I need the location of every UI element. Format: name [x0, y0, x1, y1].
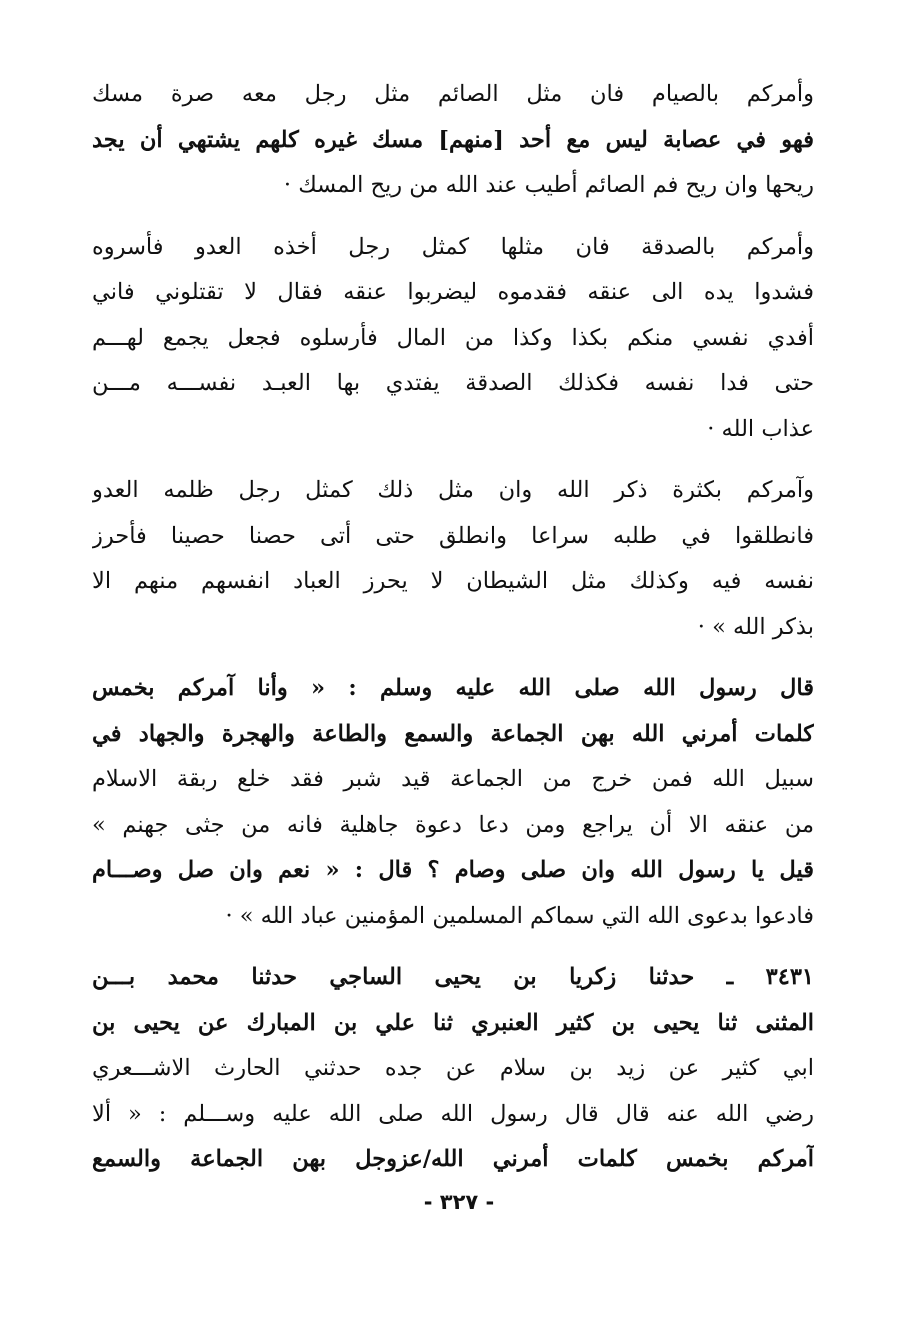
text-line: ٣٤٣١ ـ حدثنا زكريا بن يحيى الساجي حدثنا محمد بـــن: [92, 964, 814, 990]
paragraph-charity: [92, 225, 814, 453]
text-line: فانطلقوا في طلبه سراعا وانطلق حتى أتى حصنا حصينا فأحرز: [92, 522, 814, 549]
text-line: ابي كثير عن زيد بن سلام عن جده حدثني الحارث الاشـــعري: [92, 1055, 814, 1081]
text-line: آمركم بخمس كلمات أمرني الله/عزوجل بهن الجماعة والسمع: [92, 1146, 814, 1172]
text-line: عذاب الله ·: [707, 415, 814, 442]
paragraph-dhikr: [92, 468, 814, 650]
text-line: وأمركم بالصيام فان مثل الصائم مثل رجل معه صرة مسك: [92, 81, 814, 107]
text-line: فهو في عصابة ليس مع أحد [منهم] مسك غيره كلهم يشتهي أن يجد: [92, 126, 814, 153]
text-line: رضي الله عنه قال قال رسول الله صلى الله عليه وســـلم : « ألا: [92, 1100, 814, 1127]
text-line: المثنى ثنا يحيى بن كثير العنبري ثنا علي بن المبارك عن يحيى بن: [92, 1009, 814, 1036]
page-number: - ٣٢٧ -: [423, 1190, 495, 1214]
text-line: فشدوا يده الى عنقه فقدموه ليضربوا عنقه فقال لا تقتلوني فاني: [92, 279, 814, 305]
paragraph-five-words: [92, 666, 814, 939]
text-line: كلمات أمرني الله بهن الجماعة والسمع والطاعة والهجرة والجهاد في: [92, 720, 814, 747]
page-text: [92, 72, 814, 1199]
paragraph-fasting: [92, 72, 814, 209]
text-line: سبيل الله فمن خرج من الجماعة قيد شبر فقد خلع ربقة الاسلام: [92, 766, 814, 792]
paragraph-hadith-3431: [92, 955, 814, 1183]
text-line: أفدي نفسي منكم بكذا وكذا من المال فأرسلوه فجعل يجمع لهـــم: [92, 324, 814, 351]
text-line: وأمركم بالصدقة فان مثلها كمثل رجل أخذه العدو فأسروه: [92, 233, 814, 260]
text-line: وآمركم بكثرة ذكر الله وان مثل ذلك كمثل رجل ظلمه العدو: [92, 477, 814, 503]
text-line: بذكر الله » ·: [697, 613, 814, 640]
text-line: ريحها وان ريح فم الصائم أطيب عند الله من ريح المسك ·: [283, 172, 814, 198]
text-line: من عنقه الا أن يراجع ومن دعا دعوة جاهلية فانه من جثى جهنم »: [92, 811, 814, 838]
text-line: حتى فدا نفسه فكذلك الصدقة يفتدي بها العبـد نفســـه مـــن: [92, 370, 814, 396]
text-line: قيل يا رسول الله وان صلى وصام ؟ قال : « نعم وان صل وصـــام: [92, 857, 814, 883]
text-line: نفسه فيه وكذلك مثل الشيطان لا يحرز العباد انفسهم منهم الا: [92, 568, 814, 594]
text-line: فادعوا بدعوى الله التي سماكم المسلمين المؤمنين عباد الله » ·: [225, 902, 814, 929]
text-line: قال رسول الله صلى الله عليه وسلم : « وأنا آمركم بخمس: [92, 675, 814, 701]
